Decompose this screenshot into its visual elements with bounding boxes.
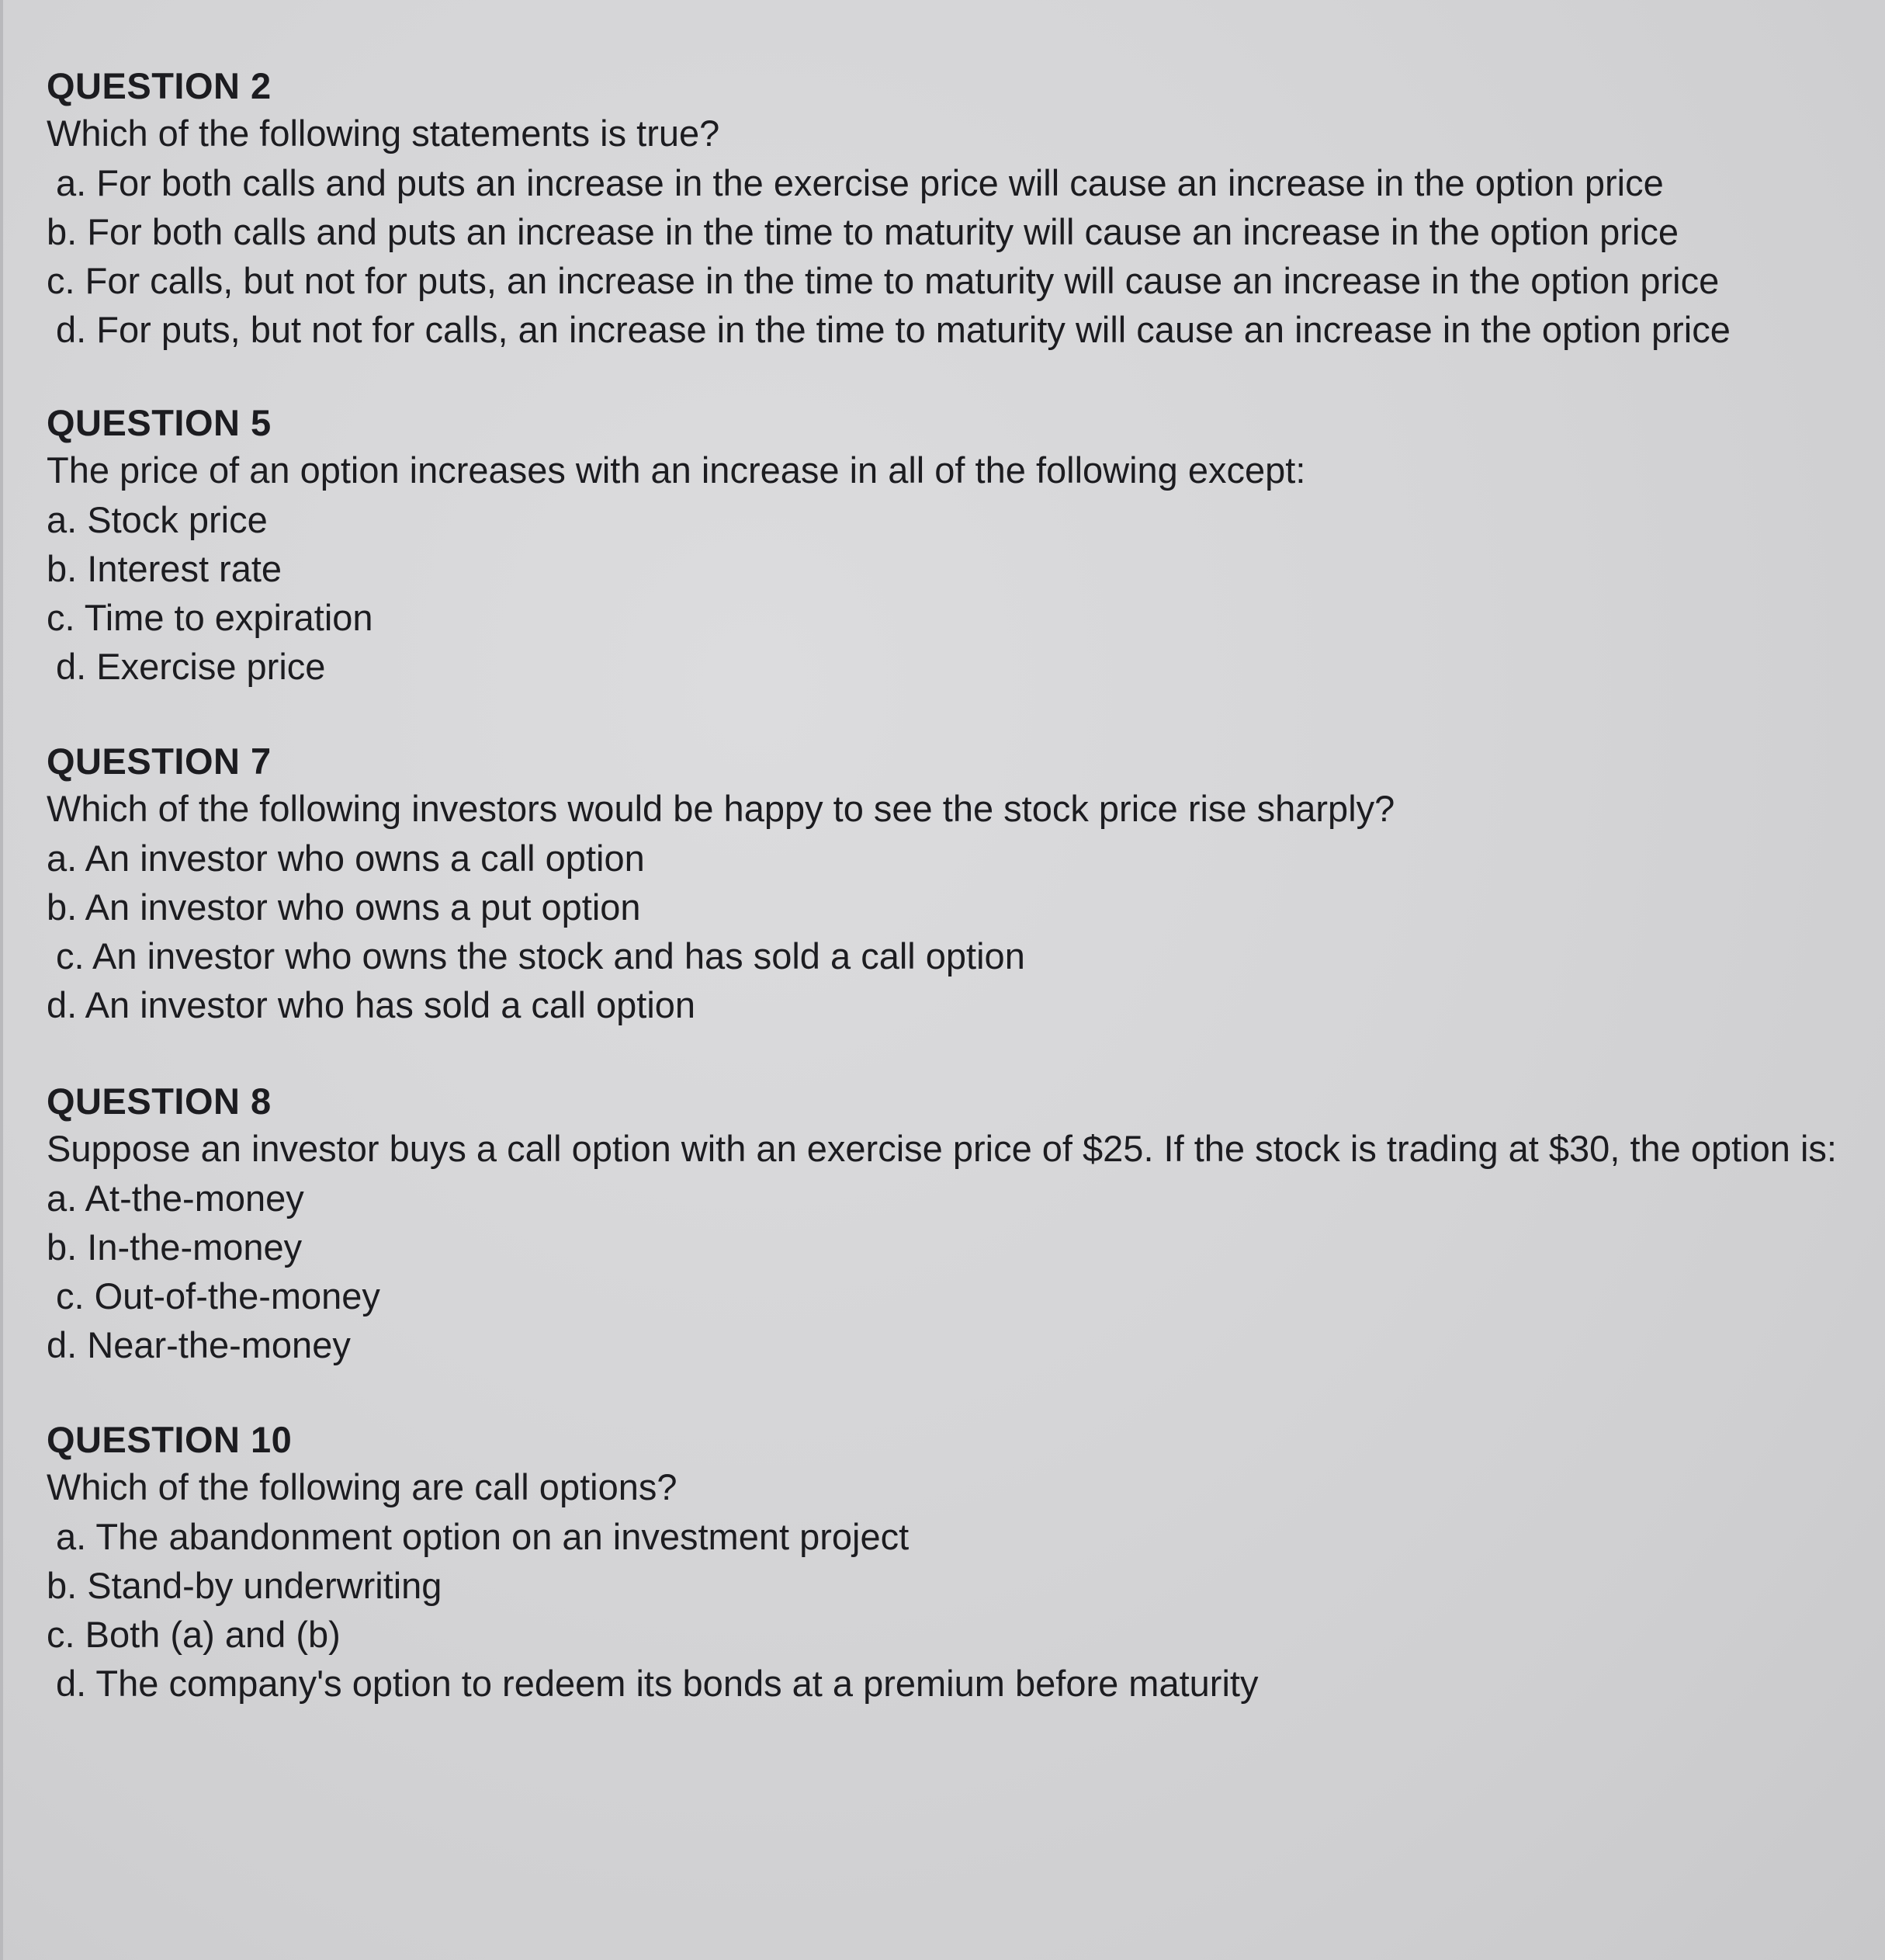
question-5	[47, 401, 1847, 691]
option-a: a. Stock price	[47, 499, 268, 540]
question-8	[47, 1079, 1847, 1369]
option-a: a. For both calls and puts an increase in the exercise price will cause an increase in the option price	[56, 162, 1664, 203]
option-d: d. The company's option to redeem its bonds at a premium before maturity	[56, 1663, 1259, 1704]
question-stem: The price of an option increases with an increase in all of the following except:	[47, 449, 1306, 491]
question-heading: QUESTION 5	[47, 402, 272, 443]
option-c: c. An investor who owns the stock and has sold a call option	[56, 935, 1025, 977]
option-c: c. Time to expiration	[47, 597, 373, 638]
question-heading: QUESTION 8	[47, 1081, 272, 1122]
question-stem: Which of the following are call options?	[47, 1466, 677, 1507]
option-d: d. For puts, but not for calls, an increase in the time to maturity will cause an increase in the option price	[56, 309, 1731, 350]
option-c: c. Out-of-the-money	[56, 1275, 380, 1316]
option-list	[47, 495, 1847, 691]
option-b: b. Interest rate	[47, 548, 282, 589]
option-b: b. For both calls and puts an increase in the time to maturity will cause an increase in the option price	[47, 211, 1679, 252]
option-list	[47, 1512, 1847, 1708]
option-a: a. An investor who owns a call option	[47, 838, 645, 879]
option-list	[47, 1174, 1847, 1369]
question-heading: QUESTION 10	[47, 1419, 293, 1460]
option-a: a. The abandonment option on an investment project	[56, 1516, 910, 1557]
question-stem: Which of the following investors would be happy to see the stock price rise sharply?	[47, 788, 1395, 829]
option-c: c. For calls, but not for puts, an increase in the time to maturity will cause an increase in the option price	[47, 260, 1720, 301]
option-d: d. An investor who has sold a call option	[47, 984, 696, 1025]
question-stem: Which of the following statements is true?	[47, 113, 720, 154]
option-d: d. Near-the-money	[47, 1324, 351, 1365]
option-b: b. An investor who owns a put option	[47, 886, 641, 928]
option-b: b. Stand-by underwriting	[47, 1565, 442, 1606]
question-stem: Suppose an investor buys a call option with an exercise price of $25. If the stock is trading at $30, the option is:	[47, 1128, 1837, 1169]
question-heading: QUESTION 2	[47, 65, 272, 106]
option-list	[47, 158, 1847, 354]
option-b: b. In-the-money	[47, 1226, 303, 1268]
option-d: d. Exercise price	[56, 646, 326, 687]
option-c: c. Both (a) and (b)	[47, 1614, 341, 1655]
question-2	[47, 64, 1847, 354]
option-a: a. At-the-money	[47, 1178, 304, 1219]
question-10	[47, 1417, 1847, 1708]
option-list	[47, 834, 1847, 1029]
question-heading: QUESTION 7	[47, 741, 272, 782]
question-7	[47, 739, 1847, 1029]
